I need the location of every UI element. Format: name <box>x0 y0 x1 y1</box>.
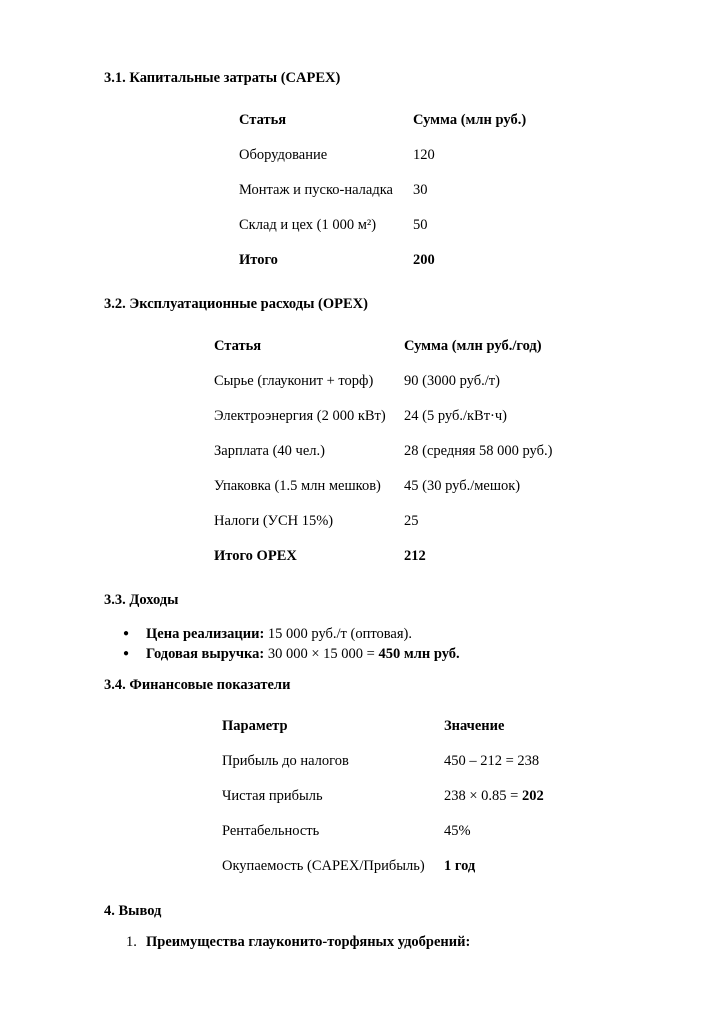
item-number: 1. <box>126 934 137 950</box>
table-row <box>239 173 543 208</box>
value-bold: 1 год <box>444 858 476 874</box>
bullet-icon: ● <box>123 628 130 639</box>
list-item <box>123 644 460 664</box>
table-cell: Итого OPEX <box>214 548 297 564</box>
table-cell: Монтаж и пуско-наладка <box>239 182 393 198</box>
table-cell: 212 <box>404 548 426 564</box>
table-row <box>214 434 564 469</box>
item-label: Годовая выручка: <box>146 646 265 662</box>
table-cell: 25 <box>404 513 419 529</box>
table-cell: Рентабельность <box>222 823 320 839</box>
table-cell <box>444 779 584 814</box>
opex-table <box>214 329 564 574</box>
table-total-row <box>239 243 543 278</box>
value-text: 45% <box>444 823 471 839</box>
table-cell: Склад и цех (1 000 м²) <box>239 217 377 233</box>
bullet-icon: ● <box>123 648 130 659</box>
column-header: Значение <box>444 718 505 734</box>
table-header-row <box>239 103 543 138</box>
table-row <box>214 399 564 434</box>
section-heading-capex: 3.1. Капитальные затраты (CAPEX) <box>104 70 341 86</box>
table-row <box>214 504 564 539</box>
section-heading-conclusion: 4. Вывод <box>104 903 162 919</box>
capex-table <box>239 103 543 278</box>
numbered-item <box>126 934 470 951</box>
table-cell: Упаковка (1.5 млн мешков) <box>214 478 381 494</box>
table-row <box>214 364 564 399</box>
table-row <box>214 469 564 504</box>
table-cell: Итого <box>239 252 278 268</box>
table-cell <box>444 849 584 884</box>
table-cell: 90 (3000 руб./т) <box>404 373 500 389</box>
item-label: Цена реализации: <box>146 626 265 642</box>
table-header-row <box>214 329 564 364</box>
table-cell <box>444 744 584 779</box>
item-text: Преимущества глауконито-торфяных удобрений: <box>146 934 471 950</box>
list-item <box>123 624 460 644</box>
table-cell: 24 (5 руб./кВт·ч) <box>404 408 507 424</box>
column-header: Сумма (млн руб.) <box>413 112 527 128</box>
table-total-row <box>214 539 564 574</box>
table-cell: Электроэнергия (2 000 кВт) <box>214 408 386 424</box>
table-cell: 120 <box>413 147 435 163</box>
column-header: Статья <box>239 112 287 128</box>
table-header-row <box>222 709 584 744</box>
table-cell: Чистая прибыль <box>222 788 323 804</box>
column-header: Сумма (млн руб./год) <box>404 338 542 354</box>
section-heading-financial: 3.4. Финансовые показатели <box>104 677 291 693</box>
value-text: 238 × 0.85 = <box>444 788 522 804</box>
section-heading-opex: 3.2. Эксплуатационные расходы (OPEX) <box>104 296 368 312</box>
table-cell: Зарплата (40 чел.) <box>214 443 325 459</box>
financial-table <box>222 709 584 884</box>
table-cell: Налоги (УСН 15%) <box>214 513 334 529</box>
table-cell: Прибыль до налогов <box>222 753 349 769</box>
table-row <box>222 849 584 884</box>
table-cell <box>444 814 584 849</box>
column-header: Статья <box>214 338 262 354</box>
table-cell: Оборудование <box>239 147 328 163</box>
table-cell: 30 <box>413 182 428 198</box>
item-text: 15 000 руб./т (оптовая). <box>264 626 412 642</box>
item-bold-tail: 450 млн руб. <box>378 646 460 662</box>
item-text: 30 000 × 15 000 = <box>264 646 379 662</box>
value-text: 450 – 212 = 238 <box>444 753 540 769</box>
table-row <box>222 744 584 779</box>
income-list <box>123 624 460 664</box>
section-heading-income: 3.3. Доходы <box>104 592 179 608</box>
value-bold: 202 <box>521 788 544 804</box>
table-cell: 45 (30 руб./мешок) <box>404 478 521 494</box>
table-row <box>222 779 584 814</box>
table-row <box>239 208 543 243</box>
table-row <box>239 138 543 173</box>
table-row <box>222 814 584 849</box>
table-cell: Окупаемость (CAPEX/Прибыль) <box>222 858 425 874</box>
table-cell: 200 <box>413 252 435 268</box>
table-cell: 28 (средняя 58 000 руб.) <box>404 443 553 459</box>
table-cell: 50 <box>413 217 428 233</box>
table-cell: Сырье (глауконит + торф) <box>214 373 374 389</box>
column-header: Параметр <box>222 718 288 734</box>
